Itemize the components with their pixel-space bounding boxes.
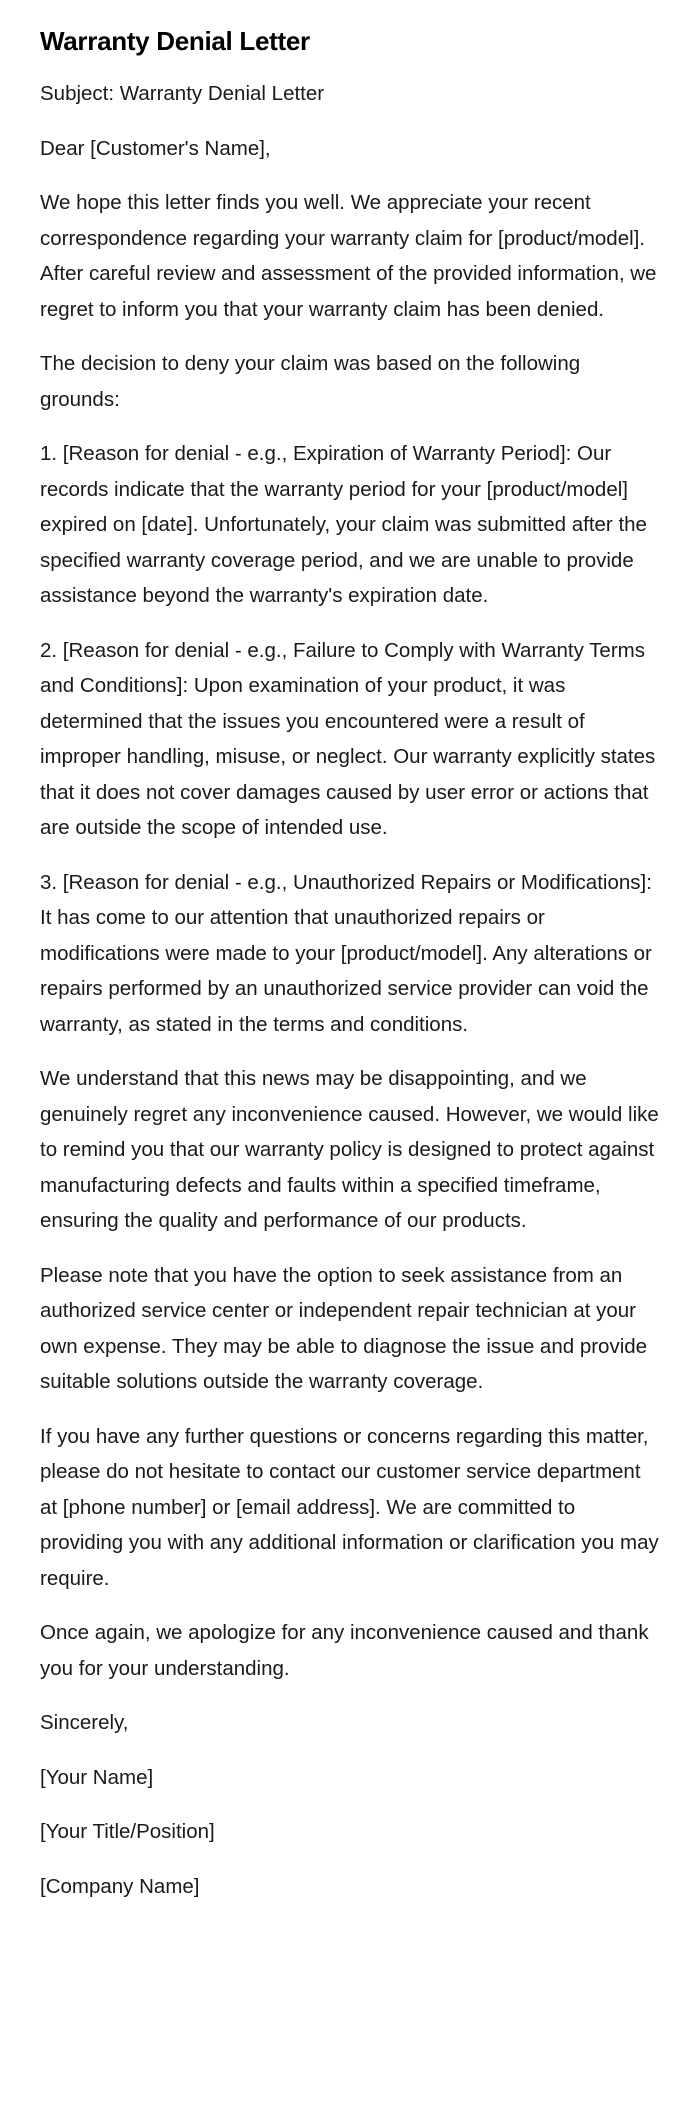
company-name: [Company Name] (40, 1874, 200, 1898)
signoff: Sincerely, (40, 1711, 129, 1734)
page-title: Warranty Denial Letter (40, 26, 310, 56)
reason-1-paragraph: 1. [Reason for denial - e.g., Expiration of Warranty Period]: Our records indicate that the warranty period for your [product/model] expired on [date]. Unfortunately, your claim was submitted after the specified warranty coverage period, and we are unable to provide assistance beyond the warranty's expiration date. (40, 442, 647, 607)
reason-3-paragraph: 3. [Reason for denial - e.g., Unauthorized Repairs or Modifications]: It has come to our attention that unauthorized repairs or modifications were made to your [product/model]. Any alterations or repairs performed by an unauthorized service provider can void the warranty, as stated in the terms and conditions. (40, 870, 652, 1036)
reason-2-paragraph: 2. [Reason for denial - e.g., Failure to Comply with Warranty Terms and Conditions]: Upon examination of your product, it was determined that the issues you encountered were a result of improper handling, misuse, or neglect. Our warranty explicitly states that it does not cover damages caused by user error or actions that are outside the scope of intended use. (40, 638, 656, 839)
salutation: Dear [Customer's Name], (40, 136, 271, 160)
understanding-paragraph: We understand that this news may be disappointing, and we genuinely regret any inconvenience caused. However, we would like to remind you that our warranty policy is designed to protect against manufacturing defects and faults within a specified timeframe, ensuring the quality and performance of our products. (40, 1067, 659, 1232)
intro-paragraph: We hope this letter finds you well. We appreciate your recent correspondence regarding your warranty claim for [product/model]. After careful review and assessment of the provided information, we regret to inform you that your warranty claim has been denied. (40, 191, 657, 321)
grounds-paragraph: The decision to deny your claim was based on the following grounds: (40, 352, 581, 411)
options-paragraph: Please note that you have the option to seek assistance from an authorized service center or independent repair technician at your own expense. They may be able to diagnose the issue and provide suitable solutions outside the warranty coverage. (40, 1263, 648, 1393)
apology-paragraph: Once again, we apologize for any inconvenience caused and thank you for your understanding. (40, 1621, 649, 1680)
subject-line: Subject: Warranty Denial Letter (40, 82, 325, 105)
sender-name: [Your Name] (40, 1765, 154, 1789)
contact-paragraph: If you have any further questions or concerns regarding this matter, please do not hesitate to contact our customer service department at [phone number] or [email address]. We are committed to providing you with any additional information or clarification you may require. (40, 1424, 659, 1590)
sender-position: [Your Title/Position] (40, 1820, 215, 1843)
